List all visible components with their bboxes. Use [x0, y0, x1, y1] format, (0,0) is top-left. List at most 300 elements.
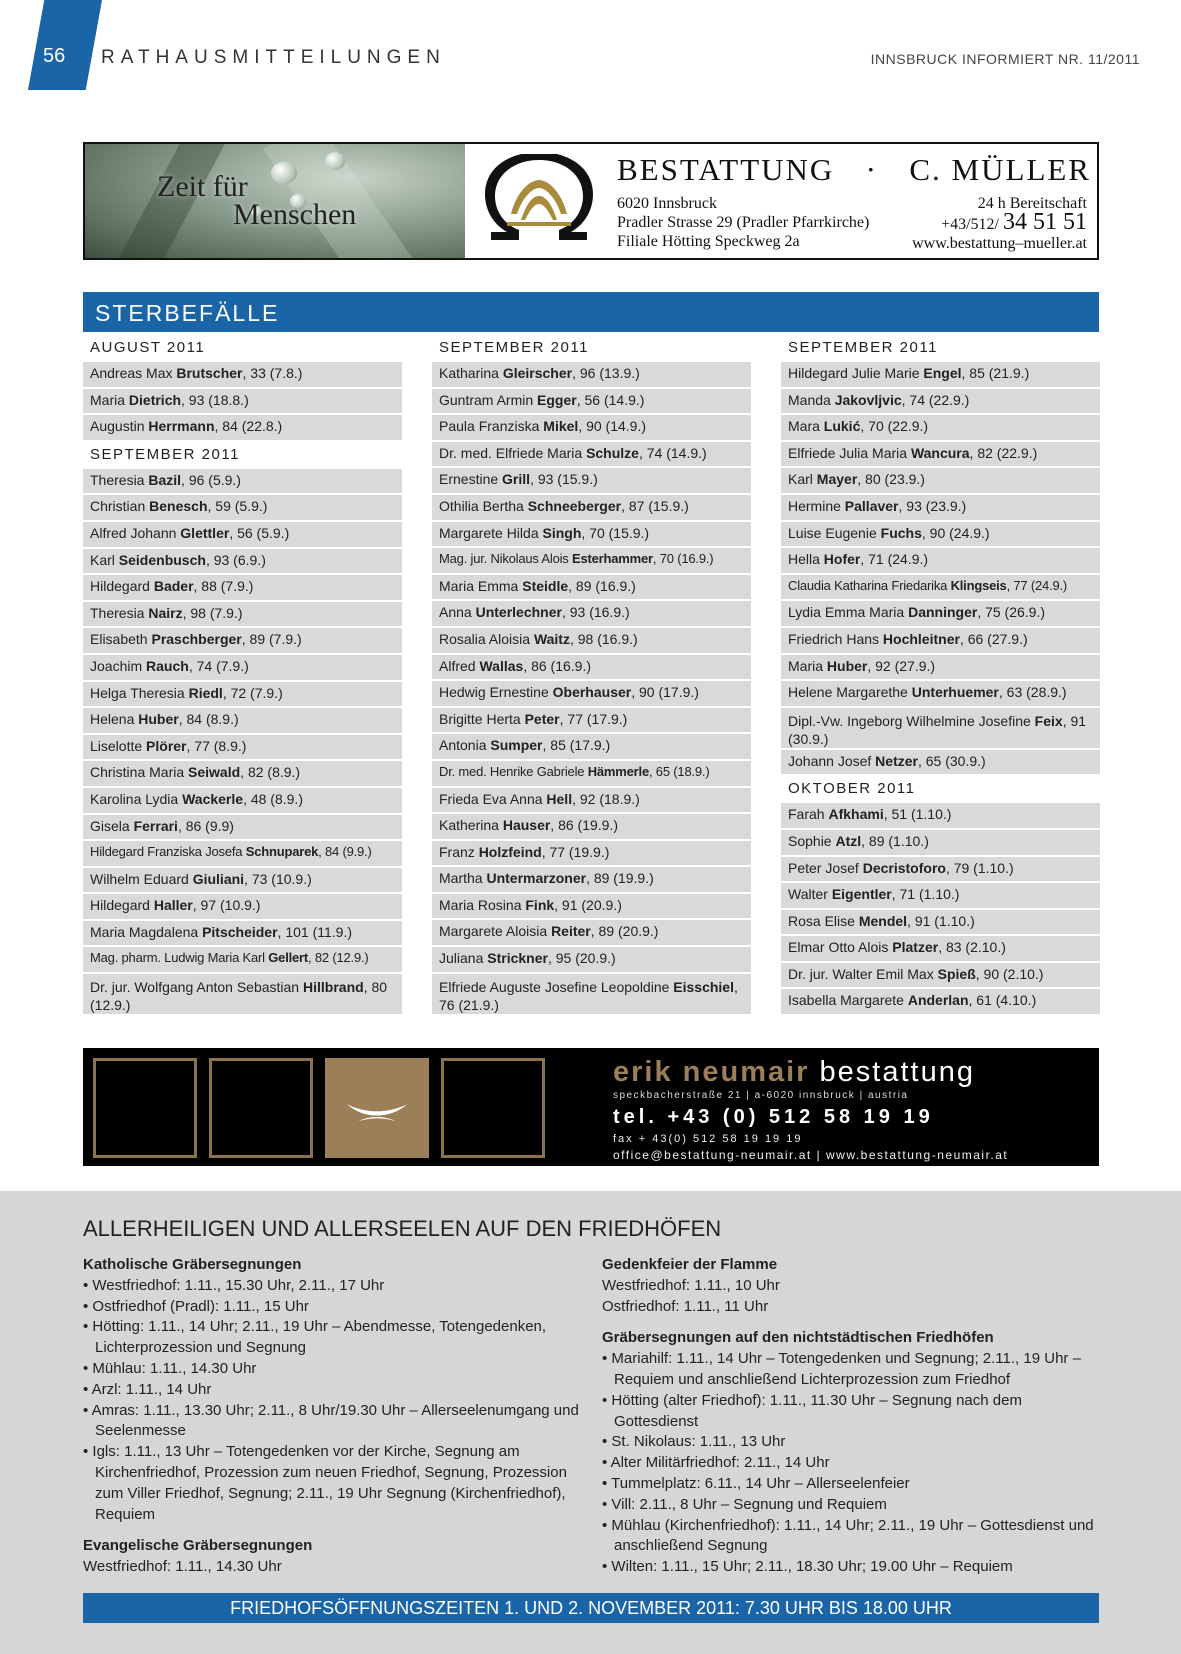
entry-first-name: Elfriede Julia Maria [788, 444, 911, 461]
death-entry [781, 389, 1100, 414]
entry-age-date: , 82 (22.9.) [969, 444, 1038, 461]
entry-age-date: , 98 (16.9.) [569, 630, 638, 647]
ad-slogan-line1: Zeit für [157, 170, 248, 203]
entry-age-date: , 93 (18.8.) [181, 391, 249, 408]
entry-age-date: , 77 (17.9.) [559, 710, 628, 727]
death-entry [781, 936, 1100, 961]
entry-surname: Mayer [816, 471, 858, 488]
entry-first-name: Margarete Hilda [439, 524, 543, 541]
entry-surname: Mikel [543, 418, 579, 435]
entry-surname: Benesch [149, 498, 208, 515]
page-number: 56 [43, 45, 66, 67]
entry-age-date: , 82 (12.9.) [308, 950, 369, 966]
neumair-contact: office@bestattung-neumair.at | www.bestattung-neumair.at [613, 1148, 1009, 1162]
entry-age-date: , 93 (16.9.) [561, 604, 630, 621]
entry-age-date: , 71 (24.9.) [860, 551, 929, 568]
entry-surname: Hochleitner [882, 630, 960, 647]
entry-age-date: , 82 (8.9.) [240, 764, 301, 781]
entry-age-date: , 84 (8.9.) [178, 711, 239, 728]
entry-surname: Gleirscher [502, 365, 573, 381]
death-entry [781, 601, 1100, 626]
entry-age-date: , 33 (7.8.) [242, 365, 303, 381]
entry-age-date: , 65 (18.9.) [648, 763, 710, 779]
entry-first-name: Hella [788, 551, 824, 568]
entry-age-date: , 93 (23.9.) [898, 497, 967, 514]
entry-first-name: Elisabeth [90, 631, 152, 648]
entry-age-date: , 76 (21.9.) [439, 978, 738, 1013]
entry-age-date: , 59 (5.9.) [207, 498, 268, 515]
entry-age-date: , 92 (18.9.) [572, 790, 640, 807]
deaths-column-1 [83, 335, 402, 1016]
death-entry [83, 469, 402, 494]
death-entry [432, 655, 751, 680]
entry-age-date: , 77 (24.9.) [1006, 577, 1068, 593]
entry-first-name: Hermine [788, 497, 845, 514]
entry-first-name: Karl [90, 551, 119, 568]
death-entry [781, 628, 1100, 653]
entry-surname: Wancura [910, 444, 970, 461]
death-entry [432, 708, 751, 733]
neumair-brand-second: bestattung [809, 1056, 975, 1088]
mueller-street: Pradler Strasse 29 (Pradler Pfarrkirche) [617, 214, 870, 231]
entry-surname: Hofer [823, 551, 861, 568]
death-entry [432, 415, 751, 440]
entry-first-name: Alfred [439, 657, 480, 674]
entry-age-date: , 74 (14.9.) [638, 444, 707, 461]
entry-first-name: Sophie [788, 832, 836, 849]
death-entry [781, 548, 1100, 573]
entry-age-date: , 86 (9.9) [177, 817, 234, 834]
evang-heading: Evangelische Gräbersegnungen [83, 1537, 313, 1555]
entry-first-name: Luise Eugenie [788, 524, 881, 541]
death-entry [83, 682, 402, 707]
entry-age-date: , 56 (5.9.) [229, 524, 290, 541]
entry-first-name: Ernestine [439, 471, 503, 488]
death-entry [83, 735, 402, 760]
allerheiligen-title: ALLERHEILIGEN UND ALLERSEELEN AUF DEN FRIEDHÖFEN [83, 1216, 722, 1241]
entry-first-name: Antonia [439, 737, 491, 754]
flamme-line-1: Westfriedhof: 1.11., 10 Uhr [602, 1276, 780, 1294]
mueller-contact [912, 194, 1087, 253]
entry-first-name: Gisela [90, 817, 134, 834]
entry-surname: Grill [502, 471, 531, 488]
list-item: • Wilten: 1.11., 15 Uhr; 2.11., 18.30 Uhr; 19.00 Uhr – Requiem [602, 1557, 1099, 1578]
deaths-column-2 [432, 335, 751, 1016]
death-entry [781, 708, 1100, 748]
entry-surname: Waitz [533, 630, 570, 647]
entry-surname: Peter [524, 710, 560, 727]
entry-surname: Schulze [586, 444, 639, 461]
entry-age-date: , 71 (1.10.) [891, 886, 960, 903]
entry-surname: Wackerle [182, 790, 244, 807]
entry-age-date: , 72 (7.9.) [222, 684, 283, 701]
entry-surname: Klingseis [950, 577, 1007, 593]
entry-first-name: Brigitte Herta [439, 710, 525, 727]
issue-label: INNSBRUCK INFORMIERT NR. 11/2011 [870, 51, 1140, 67]
nicht-heading: Gräbersegnungen auf den nichtstädtischen Friedhöfen [602, 1329, 994, 1347]
death-entry [781, 415, 1100, 440]
entry-first-name: Karolina Lydia [90, 790, 183, 807]
neumair-fax: fax + 43(0) 512 58 19 19 19 [613, 1133, 803, 1145]
entry-age-date: , 89 (16.9.) [568, 577, 636, 594]
entry-age-date: , 89 (19.9.) [586, 870, 654, 887]
entry-first-name: Lydia Emma Maria [788, 604, 909, 621]
death-entry [83, 921, 402, 946]
death-entry [432, 867, 751, 892]
omega-logo-icon [481, 154, 597, 246]
entry-first-name: Theresia [90, 471, 149, 488]
entry-first-name: Helga Theresia [90, 684, 189, 701]
list-item: • Westfriedhof: 1.11., 15.30 Uhr, 2.11., 17 Uhr [83, 1276, 583, 1297]
death-entry [432, 548, 751, 573]
death-entry [83, 495, 402, 520]
mueller-availability: 24 h Bereitschaft [977, 195, 1087, 212]
month-heading: AUGUST 2011 [90, 339, 206, 356]
month-heading: SEPTEMBER 2011 [788, 339, 938, 356]
entry-surname: Steidle [522, 577, 569, 594]
death-entry [83, 575, 402, 600]
death-entry [781, 495, 1100, 520]
entry-surname: Mendel [858, 912, 908, 929]
entry-age-date: , 56 (14.9.) [576, 391, 645, 408]
death-entry [432, 468, 751, 493]
death-entry [83, 522, 402, 547]
entry-first-name: Manda [788, 391, 835, 408]
entry-surname: Bader [153, 578, 194, 595]
entry-age-date: , 96 (5.9.) [181, 471, 241, 488]
list-item: • Mühlau (Kirchenfriedhof): 1.11., 14 Uhr; 2.11., 19 Uhr – Gottesdienst und anschließend Segnung [602, 1516, 1099, 1558]
entry-age-date: , 90 (24.9.) [921, 524, 990, 541]
entry-first-name: Walter [788, 886, 832, 903]
entry-age-date: , 96 (13.9.) [572, 365, 640, 381]
death-entry [781, 442, 1100, 467]
entry-first-name: Hedwig Ernestine [439, 684, 553, 701]
entry-first-name: Mag. pharm. Ludwig Maria Karl [90, 950, 269, 966]
entry-first-name: Maria Magdalena [90, 923, 203, 940]
entry-first-name: Frieda Eva Anna [439, 790, 547, 807]
entry-surname: Decristoforo [862, 859, 946, 876]
list-item: • Alter Militärfriedhof: 2.11., 14 Uhr [602, 1453, 1099, 1474]
entry-surname: Strickner [487, 950, 548, 967]
entry-first-name: Hildegard [90, 897, 154, 914]
entry-age-date: , 93 (6.9.) [205, 551, 266, 568]
death-entry [432, 442, 751, 467]
entry-first-name: Claudia Katharina Friedarika [788, 577, 951, 593]
entry-surname: Riedl [188, 684, 223, 701]
entry-first-name: Maria [788, 657, 827, 674]
entry-age-date: , 86 (19.9.) [550, 817, 618, 834]
entry-age-date: , 91 (20.9.) [554, 896, 622, 913]
entry-age-date: , 48 (8.9.) [243, 790, 303, 807]
death-entry [83, 415, 402, 440]
entry-surname: Bazil [148, 471, 182, 488]
ad-bestattung-mueller [83, 142, 1099, 260]
mueller-web: www.bestattung–mueller.at [912, 235, 1087, 252]
list-item: • Mühlau: 1.11., 14.30 Uhr [83, 1359, 583, 1380]
mueller-brand-dot: · [865, 152, 878, 187]
list-item: • St. Nikolaus: 1.11., 13 Uhr [602, 1432, 1099, 1453]
entry-age-date: , 79 (1.10.) [945, 859, 1014, 876]
death-entry [83, 655, 402, 680]
info-column-left [83, 1255, 583, 1578]
death-entry [432, 734, 751, 759]
entry-age-date: , 90 (17.9.) [631, 684, 699, 701]
entry-surname: Afkhami [828, 806, 884, 823]
entry-age-date: , 90 (2.10.) [975, 965, 1044, 982]
entry-first-name: Augustin [90, 418, 149, 435]
entry-age-date: , 74 (22.9.) [901, 391, 970, 408]
mueller-branch: Filiale Hötting Speckweg 2a [617, 233, 800, 250]
ad-photo-leaf [85, 144, 465, 258]
death-entry [432, 761, 751, 786]
list-item: • Amras: 1.11., 13.30 Uhr; 2.11., 8 Uhr/19.30 Uhr – Allerseelenumgang und Seelenmesse [83, 1401, 583, 1443]
death-entry [83, 602, 402, 627]
entry-surname: Egger [537, 391, 577, 408]
entry-age-date: , 89 (7.9.) [241, 631, 302, 648]
entry-surname: Feix [1034, 712, 1063, 729]
entry-first-name: Margarete Aloisia [439, 923, 552, 940]
entry-first-name: Guntram Armin [439, 391, 538, 408]
entry-first-name: Mag. jur. Nikolaus Alois [439, 551, 573, 567]
entry-first-name: Hildegard Franziska Josefa [90, 844, 246, 860]
entry-age-date: , 91 (30.9.) [788, 712, 1087, 747]
entry-surname: Hillbrand [303, 979, 364, 996]
entry-first-name: Dr. med. Henrike Gabriele [439, 763, 588, 779]
entry-first-name: Hildegard Julie Marie [788, 365, 924, 381]
entry-first-name: Andreas Max [90, 365, 177, 381]
neumair-tel: tel. +43 (0) 512 58 19 19 [613, 1106, 934, 1128]
death-entry [432, 362, 751, 387]
entry-first-name: Friedrich Hans [788, 630, 883, 647]
entry-surname: Esterhammer [572, 551, 653, 567]
entry-first-name: Dr. jur. Walter Emil Max [788, 965, 938, 982]
month-heading: OKTOBER 2011 [788, 780, 916, 798]
entry-surname: Nairz [148, 604, 183, 621]
entry-surname: Huber [138, 711, 179, 728]
neumair-brand-first: erik neumair [613, 1056, 810, 1088]
entry-surname: Brutscher [176, 365, 243, 381]
entry-age-date: , 51 (1.10.) [883, 806, 952, 823]
entry-first-name: Franz [439, 843, 479, 860]
entry-age-date: , 74 (7.9.) [188, 657, 249, 674]
entry-surname: Danninger [908, 604, 978, 621]
entry-first-name: Isabella Margarete [788, 992, 908, 1009]
death-entry [83, 841, 402, 866]
opening-hours-bar: FRIEDHOFSÖFFNUNGSZEITEN 1. UND 2. NOVEMBER 2011: 7.30 UHR BIS 18.00 UHR [83, 1593, 1099, 1623]
entry-age-date: , 90 (14.9.) [578, 418, 646, 435]
neumair-brand [613, 1056, 975, 1089]
flamme-line-2: Ostfriedhof: 1.11., 11 Uhr [602, 1297, 769, 1315]
entry-first-name: Elmar Otto Alois [788, 939, 893, 956]
entry-first-name: Wilhelm Eduard [90, 870, 193, 887]
entry-surname: Holzfeind [478, 843, 542, 860]
death-entry [83, 389, 402, 414]
entry-surname: Hell [546, 790, 573, 807]
entry-age-date: , 86 (16.9.) [523, 657, 592, 674]
death-entry [781, 655, 1100, 680]
death-entry [781, 468, 1100, 493]
entry-first-name: Christian [90, 498, 150, 515]
entry-surname: Glettler [180, 524, 230, 541]
entry-first-name: Juliana [439, 950, 488, 967]
entry-first-name: Elfriede Auguste Josefine Leopoldine [439, 978, 674, 995]
death-entry [432, 841, 751, 866]
entry-surname: Wallas [479, 657, 524, 674]
sterbefaelle-header [83, 292, 1099, 332]
death-entry [83, 815, 402, 840]
death-entry [432, 681, 751, 706]
death-entry [432, 628, 751, 653]
death-entry [432, 920, 751, 945]
entry-age-date: , 73 (10.9.) [244, 870, 312, 887]
death-entry [781, 803, 1100, 828]
entry-first-name: Paula Franziska [439, 418, 544, 435]
entry-first-name: Helena [90, 711, 139, 728]
entry-first-name: Farah [788, 806, 829, 823]
entry-surname: Gellert [268, 950, 309, 966]
entry-surname: Herrmann [148, 418, 215, 435]
entry-age-date: , 84 (9.9.) [318, 844, 372, 860]
entry-first-name: Dipl.-Vw. Ingeborg Wilhelmine Josefine [788, 712, 1035, 729]
entry-surname: Anderlan [907, 992, 969, 1009]
entry-age-date: , 65 (30.9.) [917, 752, 986, 769]
ad-frame-1 [93, 1058, 197, 1158]
list-item: • Vill: 2.11., 8 Uhr – Segnung und Requiem [602, 1495, 1099, 1516]
deaths-column-3 [781, 335, 1100, 1016]
death-entry [432, 601, 751, 626]
entry-first-name: Katherina [439, 817, 503, 834]
death-entry [781, 989, 1100, 1014]
death-entry [781, 750, 1100, 775]
death-entry [781, 362, 1100, 387]
entry-age-date: , 70 (15.9.) [581, 524, 650, 541]
entry-surname: Pitscheider [202, 923, 278, 940]
entry-first-name: Dr. jur. Wolfgang Anton Sebastian [90, 979, 303, 996]
death-entry [781, 857, 1100, 882]
entry-surname: Plörer [146, 737, 187, 754]
death-entry [432, 522, 751, 547]
entry-surname: Platzer [892, 939, 939, 956]
mueller-brand-right: C. MÜLLER [909, 152, 1091, 187]
entry-surname: Eisschiel [673, 978, 734, 995]
death-entry [432, 974, 751, 1014]
entry-first-name: Maria Rosina [439, 896, 526, 913]
death-entry [781, 681, 1100, 706]
mueller-phone-main: 34 51 51 [1003, 209, 1087, 235]
entry-age-date: , 93 (15.9.) [530, 471, 598, 488]
entry-first-name: Martha [439, 870, 487, 887]
entry-surname: Atzl [835, 832, 862, 849]
death-entry [781, 963, 1100, 988]
death-entry [83, 974, 402, 1014]
death-entry [432, 947, 751, 972]
death-entry [432, 389, 751, 414]
mueller-brand-left: BESTATTUNG [617, 152, 835, 187]
entry-first-name: Rosalia Aloisia [439, 630, 534, 647]
entry-surname: Oberhauser [552, 684, 632, 701]
entry-age-date: , 66 (27.9.) [959, 630, 1028, 647]
entry-surname: Pallaver [844, 497, 899, 514]
entry-surname: Schnuparek [245, 844, 319, 860]
entry-age-date: , 91 (1.10.) [907, 912, 975, 929]
entry-surname: Eigentler [831, 886, 892, 903]
ad-frame-2 [209, 1058, 313, 1158]
entry-age-date: , 89 (20.9.) [590, 923, 659, 940]
list-item: • Arzl: 1.11., 14 Uhr [83, 1380, 583, 1401]
ad-slogan-line2: Menschen [233, 198, 357, 231]
entry-surname: Hauser [502, 817, 551, 834]
neumair-address: speckbacherstraße 21 | a-6020 innsbruck | austria [613, 1090, 909, 1101]
sterbefaelle-title: STERBEFÄLLE [95, 300, 280, 326]
entry-age-date: , 87 (15.9.) [621, 497, 689, 514]
entry-first-name: Othilia Bertha [439, 497, 528, 514]
entry-first-name: Joachim [90, 657, 147, 674]
death-entry [781, 522, 1100, 547]
month-heading: SEPTEMBER 2011 [90, 445, 240, 463]
entry-surname: Schneeberger [527, 497, 622, 514]
entry-age-date: , 70 (16.9.) [652, 551, 714, 567]
entry-age-date: , 80 (12.9.) [90, 979, 388, 1014]
entry-first-name: Rosa Elise [788, 912, 859, 929]
entry-first-name: Peter Josef [788, 859, 863, 876]
entry-surname: Praschberger [151, 631, 242, 648]
death-entry [432, 575, 751, 600]
entry-first-name: Liselotte [90, 737, 147, 754]
ad-frame-4 [441, 1058, 545, 1158]
entry-surname: Rauch [146, 657, 189, 674]
entry-first-name: Helene Margarethe [788, 684, 912, 701]
death-entry [432, 814, 751, 839]
entry-surname: Netzer [875, 752, 918, 769]
entry-age-date: , 89 (1.10.) [861, 832, 929, 849]
death-entry [432, 894, 751, 919]
death-entry [781, 830, 1100, 855]
entry-surname: Huber [826, 657, 868, 674]
ad-frame-3 [325, 1058, 429, 1158]
entry-age-date: , 97 (10.9.) [192, 897, 261, 914]
list-item: • Hötting: 1.11., 14 Uhr; 2.11., 19 Uhr – Abendmesse, Totengedenken, Lichterprozession und Segnung [83, 1317, 583, 1359]
entry-surname: Engel [923, 365, 962, 381]
entry-first-name: Johann Josef [788, 752, 876, 769]
nicht-list [602, 1349, 1099, 1578]
death-entry [83, 362, 402, 387]
death-entry [432, 495, 751, 520]
entry-age-date: , 88 (7.9.) [193, 578, 254, 595]
death-entry [83, 628, 402, 653]
entry-first-name: Mara [788, 418, 824, 435]
entry-age-date: , 95 (20.9.) [547, 950, 616, 967]
entry-age-date: , 85 (17.9.) [542, 737, 611, 754]
entry-surname: Seidenbusch [118, 551, 206, 568]
entry-surname: Hämmerle [587, 763, 649, 779]
entry-first-name: Theresia [90, 604, 149, 621]
entry-age-date: , 84 (22.8.) [214, 418, 283, 435]
month-heading: SEPTEMBER 2011 [439, 339, 589, 356]
death-entry [781, 575, 1100, 600]
entry-first-name: Christina Maria [90, 764, 189, 781]
entry-first-name: Maria [90, 391, 129, 408]
entry-surname: Sumper [490, 737, 543, 754]
list-item: • Tummelplatz: 6.11., 14 Uhr – Allerseelenfeier [602, 1474, 1099, 1495]
entry-age-date: , 77 (8.9.) [186, 737, 247, 754]
entry-age-date: , 77 (19.9.) [541, 843, 610, 860]
entry-surname: Lukić [823, 418, 861, 435]
entry-surname: Dietrich [128, 391, 182, 408]
entry-first-name: Maria Emma [439, 577, 523, 594]
mueller-address [617, 194, 869, 251]
entry-age-date: , 85 (21.9.) [961, 365, 1030, 381]
entry-age-date: , 75 (26.9.) [977, 604, 1046, 621]
